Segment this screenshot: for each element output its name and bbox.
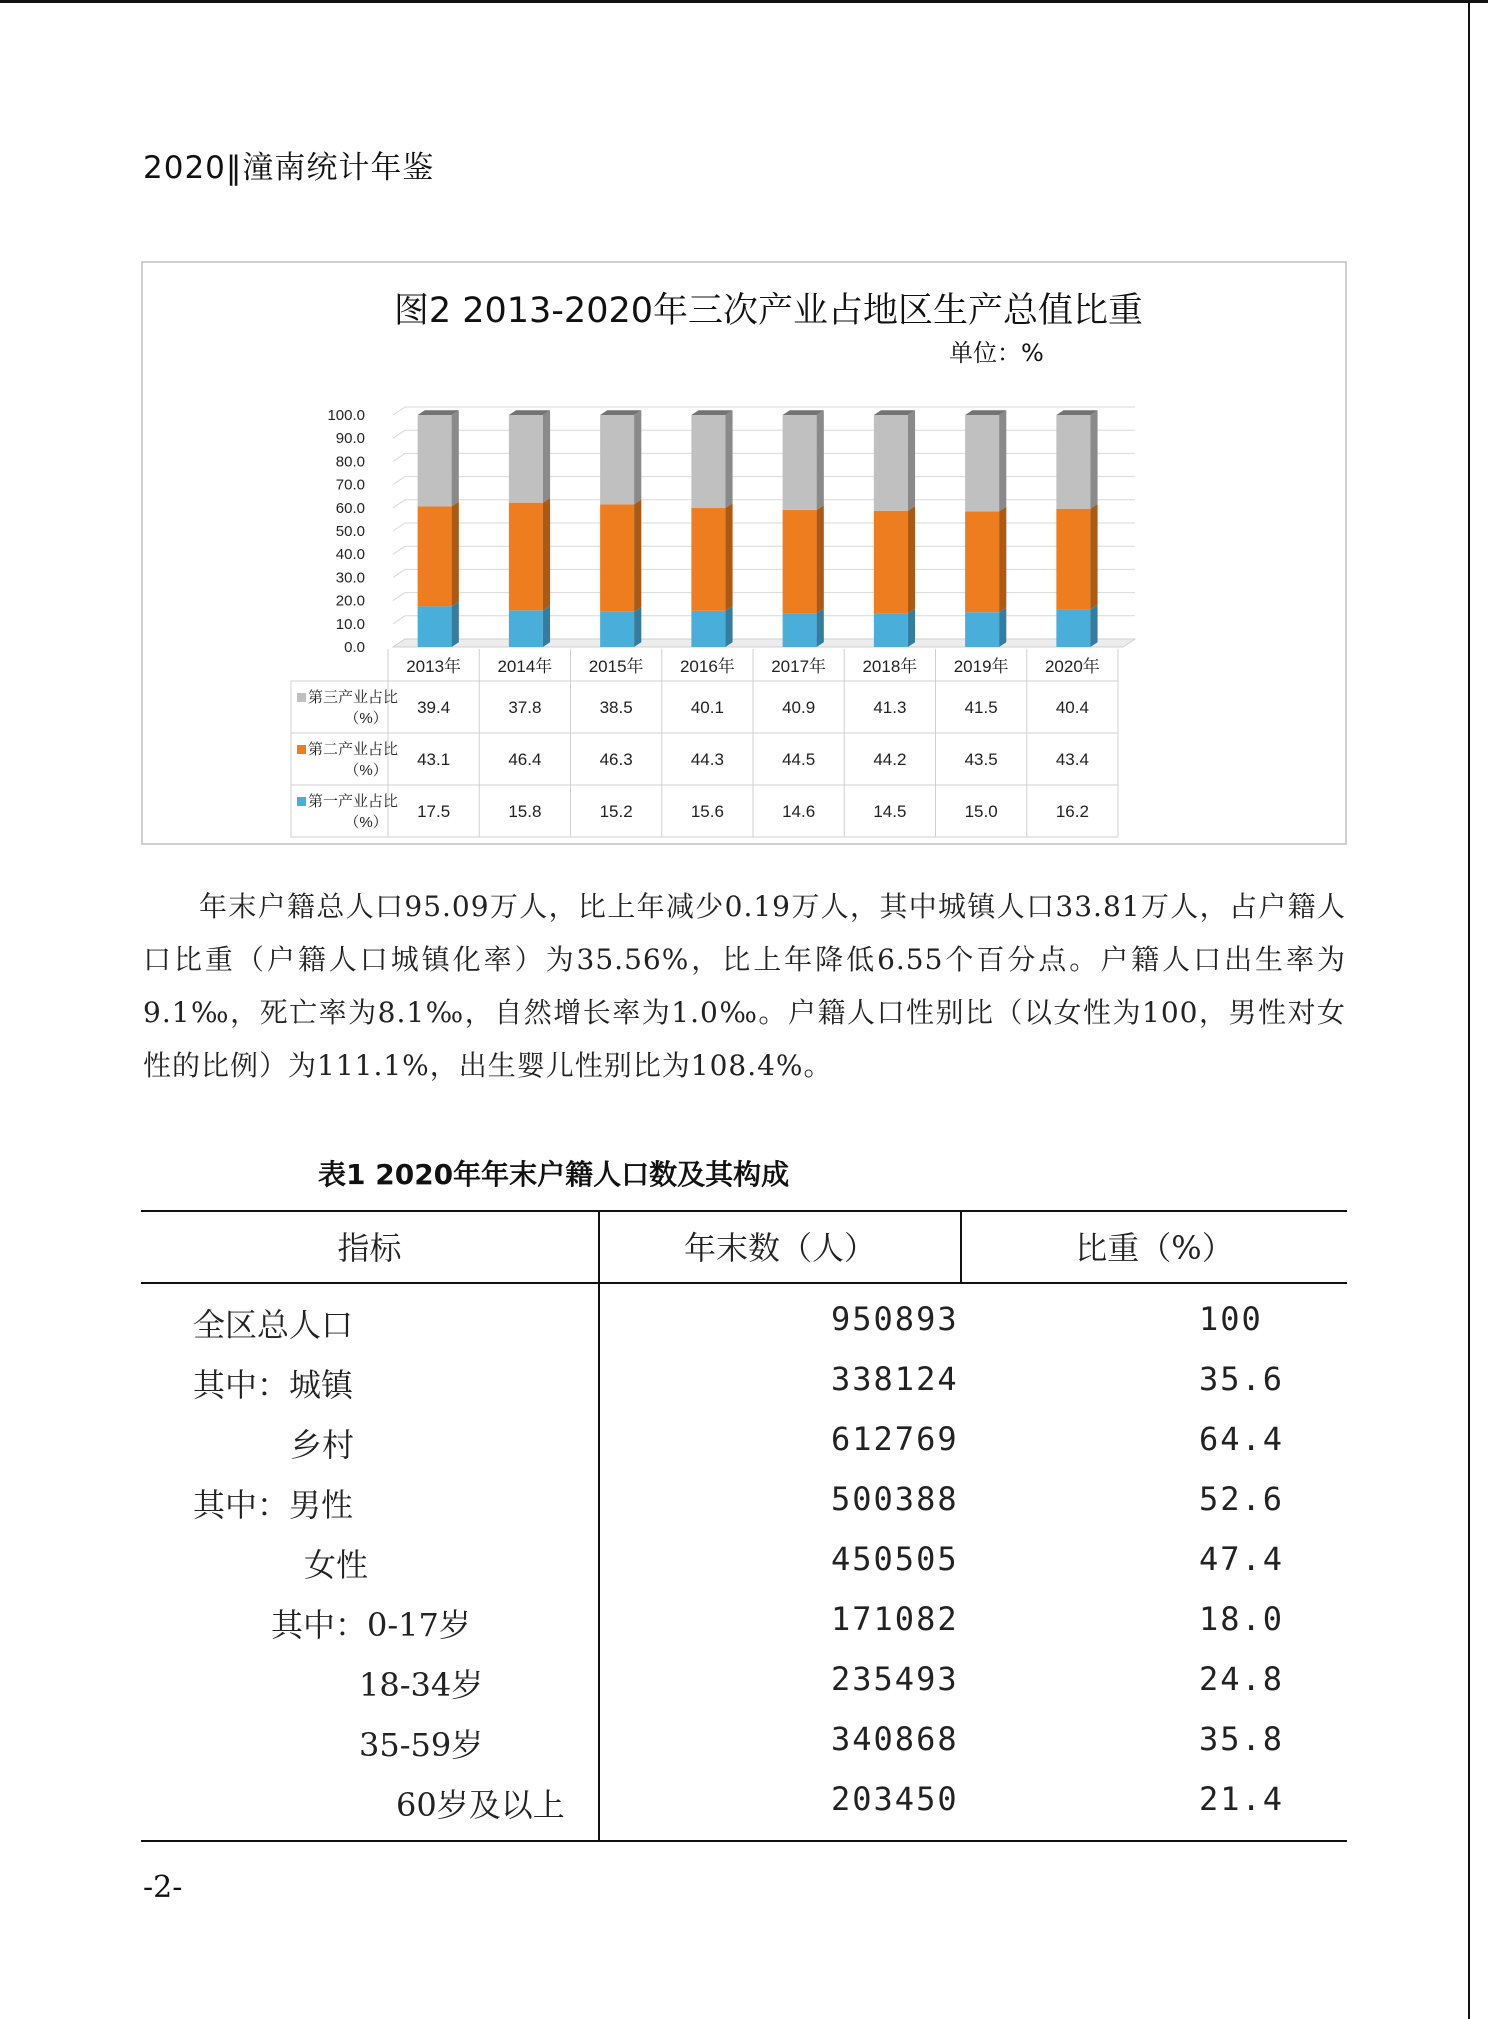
bar-segment <box>509 415 543 503</box>
bar-segment <box>418 606 452 647</box>
row-count: 450505 <box>831 1540 959 1578</box>
x-category-label: 2020年 <box>1044 657 1100 676</box>
stacked-bar-chart <box>143 263 1347 845</box>
data-table-value: 41.3 <box>873 698 907 717</box>
legend-label: 第三产业占比 <box>308 689 399 706</box>
gridline-depth <box>393 616 405 624</box>
table-top-rule <box>141 1210 1347 1212</box>
data-table-value: 15.8 <box>508 802 542 821</box>
legend-swatch <box>297 797 306 806</box>
bar-segment-side <box>634 607 641 647</box>
population-paragraph: 年末户籍总人口95.09万人，比上年减少0.19万人，其中城镇人口33.81万人，占户籍人口比重（户籍人口城镇化率）为35.56%，比上年降低6.55个百分点。户籍人口出生率为9.1‰，死亡率为8.1‰，自然增长率为1.0‰。户籍人口性别比（以女性为100，男性对女性的比例）为111.1%，出生婴儿性别比为108.4%。 <box>143 890 1346 1082</box>
gridline-depth <box>393 546 405 554</box>
row-share: 18.0 <box>1199 1600 1285 1638</box>
y-tick-label: 90.0 <box>335 430 365 448</box>
data-table-value: 14.5 <box>873 802 907 821</box>
bar-segment <box>783 510 817 613</box>
x-category-label: 2019年 <box>953 657 1009 676</box>
data-table-value: 17.5 <box>417 802 451 821</box>
bar-segment-side <box>543 410 550 502</box>
table-header-share: 比重（%） <box>1075 1229 1234 1267</box>
bar-segment <box>600 415 634 504</box>
row-count: 171082 <box>831 1600 959 1638</box>
bar-top <box>509 410 550 415</box>
bar-segment-side <box>634 410 641 504</box>
gridline-depth <box>393 407 405 415</box>
data-table-value: 44.3 <box>690 750 724 769</box>
chart-floor <box>393 639 1135 647</box>
row-label: 女性 <box>304 1546 369 1584</box>
bar-top <box>600 410 641 415</box>
row-count: 500388 <box>831 1480 959 1518</box>
data-table-value: 44.2 <box>873 750 907 769</box>
row-share: 24.8 <box>1199 1660 1285 1698</box>
page-number: -2- <box>143 1870 183 1905</box>
bar-top <box>783 410 824 415</box>
bar-top <box>418 410 459 415</box>
bar-top <box>965 410 1006 415</box>
bar-segment <box>691 415 725 508</box>
gridline-depth <box>393 569 405 577</box>
x-category-label: 2015年 <box>588 657 644 676</box>
x-category-label: 2017年 <box>771 657 827 676</box>
bar-top <box>691 410 732 415</box>
bar-segment-side <box>1090 605 1097 647</box>
row-count: 612769 <box>831 1420 959 1458</box>
table-row <box>141 1780 1347 1840</box>
y-tick-label: 10.0 <box>335 615 365 633</box>
x-category-label: 2018年 <box>862 657 918 676</box>
bar-segment <box>1056 609 1090 647</box>
row-share: 47.4 <box>1199 1540 1285 1578</box>
data-table-value: 14.6 <box>782 802 816 821</box>
table-row <box>141 1600 1347 1660</box>
data-table-value: 43.5 <box>964 750 998 769</box>
row-share: 64.4 <box>1199 1420 1285 1458</box>
bar-segment <box>874 511 908 614</box>
gridline-depth <box>393 523 405 531</box>
gridline-depth <box>393 430 405 438</box>
bar-segment <box>965 511 999 612</box>
bar-segment-side <box>725 410 732 508</box>
legend-label-unit: （%） <box>344 762 388 779</box>
legend-label-unit: （%） <box>344 710 388 727</box>
y-tick-label: 0.0 <box>344 639 365 656</box>
gridline-depth <box>393 500 405 508</box>
bar-segment <box>874 415 908 511</box>
row-count: 235493 <box>831 1660 959 1698</box>
data-table-value: 43.4 <box>1055 750 1089 769</box>
data-table-value: 15.2 <box>599 802 633 821</box>
y-tick-label: 50.0 <box>335 523 365 540</box>
bar-segment <box>691 611 725 647</box>
bar-segment <box>600 612 634 647</box>
data-table-value: 46.3 <box>599 750 633 769</box>
chart-unit-label: 单位：% <box>949 339 1044 367</box>
bar-segment-side <box>725 503 732 611</box>
bar-segment-side <box>543 606 550 647</box>
data-table-value: 15.0 <box>964 802 998 821</box>
data-table-value: 39.4 <box>417 698 451 717</box>
bar-segment-side <box>908 609 915 647</box>
legend-label: 第二产业占比 <box>308 741 399 758</box>
bar-segment <box>1056 509 1090 610</box>
table-row <box>141 1480 1347 1540</box>
bar-segment-side <box>1090 504 1097 609</box>
table-row <box>141 1360 1347 1420</box>
row-share: 35.8 <box>1199 1720 1285 1758</box>
row-label: 35-59岁 <box>359 1726 484 1764</box>
page-top-border <box>0 0 1488 3</box>
bar-segment <box>965 415 999 511</box>
gridline-depth <box>393 453 405 461</box>
bar-segment <box>418 415 452 506</box>
bar-segment-side <box>543 498 550 610</box>
bar-segment <box>691 508 725 611</box>
row-label: 其中：城镇 <box>193 1366 354 1404</box>
table-row <box>141 1540 1347 1600</box>
y-tick-label: 40.0 <box>335 546 365 564</box>
y-tick-label: 30.0 <box>335 569 365 587</box>
bar-segment-side <box>725 606 732 647</box>
table-row <box>141 1300 1347 1360</box>
table-title: 表1 2020年年末户籍人口数及其构成 <box>318 1158 790 1191</box>
data-table-value: 41.5 <box>964 698 998 717</box>
row-share: 100 <box>1199 1300 1263 1338</box>
row-share: 21.4 <box>1199 1780 1285 1818</box>
bar-segment-side <box>908 410 915 511</box>
y-tick-label: 100.0 <box>327 407 365 424</box>
bar-segment <box>418 506 452 606</box>
table-row <box>141 1420 1347 1480</box>
data-table-value: 40.1 <box>690 698 724 717</box>
table-row <box>141 1720 1347 1780</box>
table-bottom-rule <box>141 1840 1347 1842</box>
row-label: 其中：男性 <box>193 1486 354 1524</box>
data-table-value: 40.4 <box>1055 698 1089 717</box>
row-count: 338124 <box>831 1360 959 1398</box>
data-table-value: 43.1 <box>417 750 451 769</box>
row-label: 18-34岁 <box>359 1666 484 1704</box>
bar-segment-side <box>452 410 459 506</box>
running-head: 2020‖潼南统计年鉴 <box>143 150 435 186</box>
data-table-value: 16.2 <box>1055 802 1089 821</box>
row-count: 203450 <box>831 1780 959 1818</box>
bar-segment <box>509 610 543 647</box>
bar-segment <box>600 504 634 611</box>
page-right-border <box>1468 0 1470 2019</box>
row-label: 其中：0-17岁 <box>271 1606 471 1644</box>
legend-label: 第一产业占比 <box>308 793 399 810</box>
table-row <box>141 1660 1347 1720</box>
x-category-label: 2014年 <box>497 657 553 676</box>
x-category-label: 2016年 <box>679 657 735 676</box>
bar-segment-side <box>817 608 824 647</box>
bar-segment <box>783 613 817 647</box>
bar-segment <box>509 503 543 611</box>
row-count: 950893 <box>831 1300 959 1338</box>
row-share: 52.6 <box>1199 1480 1285 1518</box>
bar-segment-side <box>908 506 915 613</box>
bar-segment-side <box>452 502 459 607</box>
y-tick-label: 20.0 <box>335 592 365 610</box>
legend-swatch <box>297 745 306 754</box>
x-category-label: 2013年 <box>406 657 462 676</box>
row-label: 乡村 <box>290 1426 355 1464</box>
y-tick-label: 70.0 <box>335 476 365 494</box>
legend-swatch <box>297 693 306 702</box>
row-share: 35.6 <box>1199 1360 1285 1398</box>
bar-segment-side <box>817 410 824 510</box>
bar-segment-side <box>634 500 641 612</box>
chart-figure <box>141 261 1347 845</box>
table-header-count: 年末数（人） <box>683 1229 876 1267</box>
bar-segment-side <box>999 410 1006 511</box>
y-tick-label: 60.0 <box>335 499 365 517</box>
data-table-value: 38.5 <box>599 698 633 717</box>
row-label: 60岁及以上 <box>396 1786 565 1824</box>
data-table-value: 46.4 <box>508 750 542 769</box>
bar-segment <box>1056 415 1090 509</box>
bar-segment-side <box>1090 410 1097 509</box>
data-table-value: 40.9 <box>782 698 816 717</box>
table-header-rule <box>141 1282 1347 1284</box>
table-header-indicator: 指标 <box>337 1229 402 1267</box>
data-table-value: 15.6 <box>690 802 724 821</box>
row-label: 全区总人口 <box>193 1306 354 1344</box>
data-table-value: 37.8 <box>508 698 542 717</box>
row-count: 340868 <box>831 1720 959 1758</box>
gridline-depth <box>393 593 405 601</box>
legend-label-unit: （%） <box>344 814 388 831</box>
chart-title: 图2 2013-2020年三次产业占地区生产总值比重 <box>393 291 1143 331</box>
bar-top <box>874 410 915 415</box>
bar-top <box>1056 410 1097 415</box>
bar-segment <box>965 612 999 647</box>
bar-segment-side <box>452 602 459 647</box>
bar-segment <box>783 415 817 510</box>
bar-segment <box>874 613 908 647</box>
bar-segment-side <box>817 505 824 613</box>
y-tick-label: 80.0 <box>335 453 365 471</box>
gridline-depth <box>393 477 405 485</box>
bar-segment-side <box>999 506 1006 612</box>
bar-segment-side <box>999 607 1006 647</box>
data-table-value: 44.5 <box>782 750 816 769</box>
